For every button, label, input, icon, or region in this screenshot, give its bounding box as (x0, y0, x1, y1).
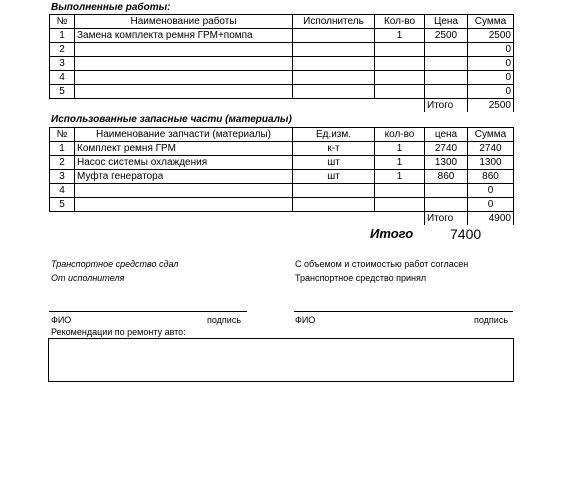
cell-qty: 1 (375, 156, 425, 170)
signature-line-left (49, 311, 247, 312)
grand-total-value: 7400 (450, 226, 482, 242)
cell-sum: 2500 (468, 29, 514, 43)
fio-left-label: ФИО (51, 315, 72, 325)
cell-name (75, 85, 293, 99)
cell-sum: 0 (468, 57, 514, 71)
from-contractor-label: От исполнителя (51, 273, 125, 283)
table-row (50, 85, 514, 99)
cell-name (75, 43, 293, 57)
table-row (50, 57, 514, 71)
total-value: 2500 (468, 99, 514, 113)
cell-price (425, 71, 468, 85)
recommendations-box[interactable] (48, 338, 514, 382)
cell-qty: 1 (375, 142, 425, 156)
header-cell-price: цена (425, 128, 468, 142)
cell-col3 (293, 29, 375, 43)
cell-sum: 860 (468, 170, 514, 184)
header-cell-name: Наименование запчасти (материалы) (75, 128, 293, 142)
cell-num: 5 (50, 85, 75, 99)
cell-name (75, 198, 293, 212)
table-row (50, 43, 514, 57)
cell-col3 (293, 57, 375, 71)
cell-sum: 0 (468, 184, 514, 198)
cell-num: 1 (50, 142, 75, 156)
cell-price (425, 85, 468, 99)
parts-table (49, 127, 514, 225)
table-row (50, 71, 514, 85)
cell-qty (375, 85, 425, 99)
cell-num: 4 (50, 184, 75, 198)
sign-left-label: подпись (207, 315, 242, 325)
agree-label: С объемом и стоимостью работ согласен (295, 259, 469, 269)
table-total-row (50, 212, 514, 226)
table-header-row (50, 15, 514, 29)
works-table (49, 14, 514, 112)
table-total-row (50, 99, 514, 113)
cell-col3: шт (293, 170, 375, 184)
handed-over-label: Транспортное средство сдал (51, 259, 179, 269)
cell-price: 2500 (425, 29, 468, 43)
header-cell-price: Цена (425, 15, 468, 29)
header-cell-num: № (50, 15, 75, 29)
header-cell-name: Наименование работы (75, 15, 293, 29)
cell-price (425, 57, 468, 71)
table-row (50, 156, 514, 170)
header-cell-qty: Кол-во (375, 15, 425, 29)
cell-qty: 1 (375, 29, 425, 43)
cell-num: 1 (50, 29, 75, 43)
cell-name: Муфта генератора (75, 170, 293, 184)
cell-name: Комплект ремня ГРМ (75, 142, 293, 156)
cell-sum: 0 (468, 85, 514, 99)
cell-name: Замена комплекта ремня ГРМ+помпа (75, 29, 293, 43)
cell-sum: 1300 (468, 156, 514, 170)
header-cell-col3: Ед.изм. (293, 128, 375, 142)
cell-name (75, 184, 293, 198)
cell-col3 (293, 85, 375, 99)
total-value: 4900 (468, 212, 514, 226)
cell-name (75, 57, 293, 71)
cell-num: 3 (50, 57, 75, 71)
cell-num: 4 (50, 71, 75, 85)
cell-num: 2 (50, 156, 75, 170)
table-row (50, 29, 514, 43)
cell-price (425, 184, 468, 198)
cell-sum: 2740 (468, 142, 514, 156)
table-row (50, 142, 514, 156)
cell-qty (375, 198, 425, 212)
header-cell-qty: кол-во (375, 128, 425, 142)
cell-col3 (293, 43, 375, 57)
header-cell-col3: Исполнитель (293, 15, 375, 29)
cell-col3: шт (293, 156, 375, 170)
cell-price: 860 (425, 170, 468, 184)
cell-price (425, 198, 468, 212)
cell-sum: 0 (468, 198, 514, 212)
cell-num: 3 (50, 170, 75, 184)
cell-qty (375, 43, 425, 57)
cell-qty (375, 71, 425, 85)
fio-right-label: ФИО (295, 315, 316, 325)
cell-col3 (293, 71, 375, 85)
signature-line-right (294, 311, 513, 312)
cell-price: 2740 (425, 142, 468, 156)
total-row-spacer (50, 99, 425, 113)
cell-price: 1300 (425, 156, 468, 170)
total-row-spacer (50, 212, 425, 226)
cell-sum: 0 (468, 71, 514, 85)
cell-num: 2 (50, 43, 75, 57)
cell-name (75, 71, 293, 85)
cell-price (425, 43, 468, 57)
table-row (50, 170, 514, 184)
table-row (50, 198, 514, 212)
works-section-title: Выполненные работы: (51, 2, 171, 13)
grand-total-label: Итого (370, 226, 414, 241)
sign-right-label: подпись (474, 315, 509, 325)
cell-qty (375, 184, 425, 198)
cell-num: 5 (50, 198, 75, 212)
table-header-row (50, 128, 514, 142)
recommendations-label: Рекомендации по ремонту авто: (51, 327, 186, 337)
parts-section-title: Использованные запасные части (материалы) (51, 114, 292, 125)
cell-qty: 1 (375, 170, 425, 184)
total-label: Итого (425, 99, 468, 113)
received-label: Транспортное средство принял (295, 273, 427, 283)
cell-col3: к-т (293, 142, 375, 156)
cell-qty (375, 57, 425, 71)
cell-sum: 0 (468, 43, 514, 57)
table-row (50, 184, 514, 198)
total-label: Итого (425, 212, 468, 226)
header-cell-num: № (50, 128, 75, 142)
cell-name: Насос системы охлаждения (75, 156, 293, 170)
header-cell-sum: Сумма (468, 15, 514, 29)
cell-col3 (293, 198, 375, 212)
header-cell-sum: Сумма (468, 128, 514, 142)
cell-col3 (293, 184, 375, 198)
